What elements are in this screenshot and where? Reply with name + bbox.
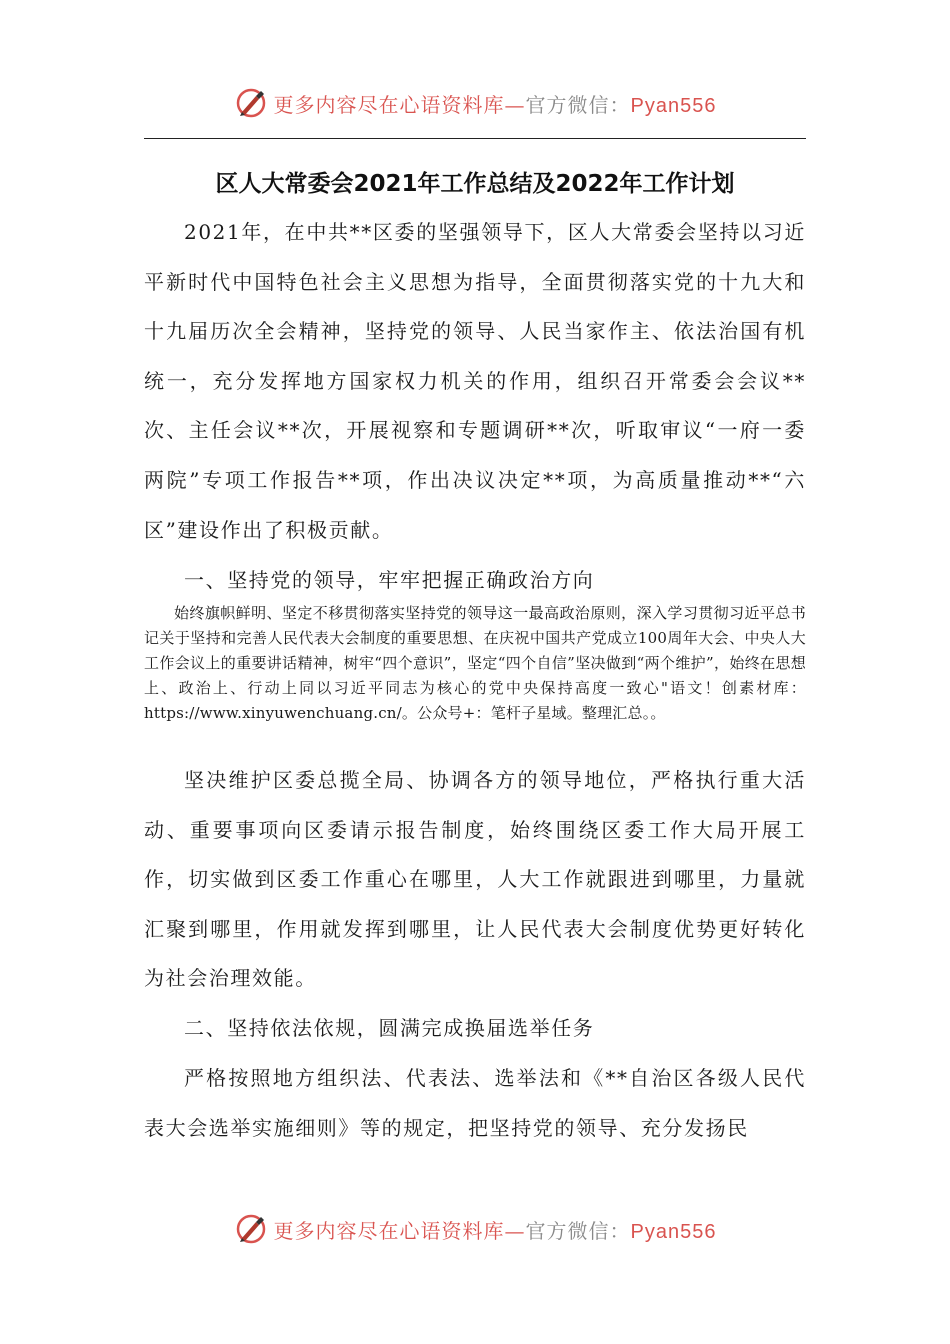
banner-site-name: 更多内容尽在心语资料库— bbox=[273, 92, 526, 117]
body-paragraph-3: 坚决维护区委总揽全局、协调各方的领导地位，严格执行重大活动、重要事项向区委请示报告制度，始终围绕区委工作大局开展工作，切实做到区委工作重心在哪里，人大工作就跟进到哪里，力量就汇聚到哪里，作用就发挥到哪里，让人民代表大会制度优势更好转化为社会治理效能。 bbox=[144, 768, 806, 991]
footer-banner bbox=[0, 1204, 950, 1254]
pen-logo-icon bbox=[234, 86, 268, 120]
footer-wechat-handle: Pyan556 bbox=[630, 1220, 717, 1243]
small-note-paragraph: 始终旗帜鲜明、坚定不移贯彻落实坚持党的领导这一最高政治原则，深入学习贯彻习近平总书记关于坚持和完善人民代表大会制度的重要思想、在庆祝中国共产党成立100周年大会、中央人大工作会议上的重要讲话精神，树牢“四个意识”，坚定“四个自信”坚决做到“两个维护”，始终在思想上、政治上、行动上同以习近平同志为核心的党中央保持高度一致心"语文！创素材库：https://www.xinyuwenchuang.cn/。公众号+：笔杆子星域。整理汇总。。 bbox=[144, 604, 806, 722]
footer-banner-text bbox=[274, 1215, 717, 1244]
header-divider bbox=[144, 138, 806, 139]
banner-wechat-handle: Pyan556 bbox=[630, 94, 717, 117]
header-banner-text bbox=[274, 89, 717, 118]
document-title: 区人大常委会2021年工作总结及2022年工作计划 bbox=[215, 171, 735, 197]
footer-site-name: 更多内容尽在心语资料库— bbox=[273, 1218, 526, 1243]
section-heading-2: 二、坚持依法依规，圆满完成换届选举任务 bbox=[184, 1016, 595, 1040]
pen-logo-icon bbox=[234, 1212, 268, 1246]
section-heading-1: 一、坚持党的领导，牢牢把握正确政治方向 bbox=[184, 568, 595, 592]
banner-wechat-label: 官方微信： bbox=[525, 92, 631, 117]
intro-paragraph: 2021年，在中共**区委的坚强领导下，区人大常委会坚持以习近平新时代中国特色社会主义思想为指导，全面贯彻落实党的十九大和十九届历次全会精神，坚持党的领导、人民当家作主、依法治国有机统一，充分发挥地方国家权力机关的作用，组织召开常委会会议**次、主任会议**次，开展视察和专题调研**次，听取审议“一府一委两院”专项工作报告**项，作出决议决定**项，为高质量推动**“六区”建设作出了积极贡献。 bbox=[144, 220, 806, 542]
footer-wechat-label: 官方微信： bbox=[525, 1218, 631, 1243]
body-paragraph-4: 严格按照地方组织法、代表法、选举法和《**自治区各级人民代表大会选举实施细则》等的规定，把坚持党的领导、充分发扬民 bbox=[144, 1066, 806, 1140]
header-banner bbox=[0, 78, 950, 128]
